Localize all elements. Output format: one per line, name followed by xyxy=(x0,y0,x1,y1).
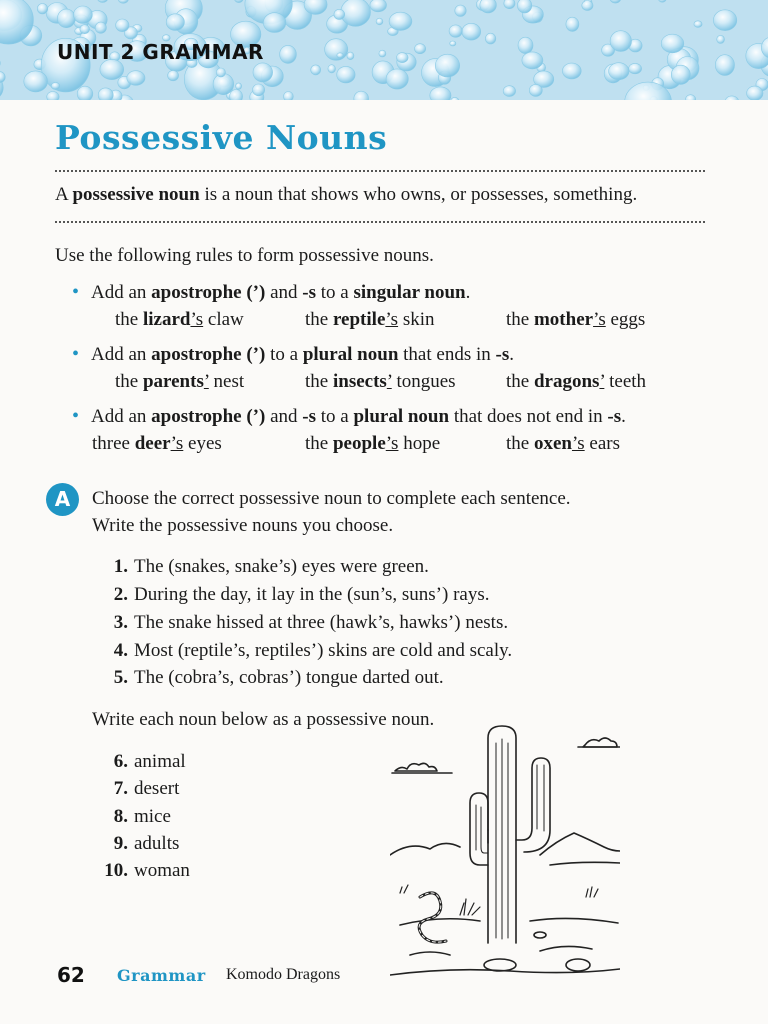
page-title: Possessive Nouns xyxy=(55,118,388,157)
list-item: 6. animal xyxy=(113,751,186,772)
water-droplet xyxy=(386,69,408,89)
example: the reptile’s skin xyxy=(305,309,435,330)
example: the people’s hope xyxy=(305,433,441,454)
list-item: 3. The snake hissed at three (hawk’s, hawks’) nests. xyxy=(113,612,509,633)
water-droplet xyxy=(610,31,631,52)
activity-instruction: Choose the correct possessive noun to complete each sentence. xyxy=(92,488,571,509)
water-droplet xyxy=(562,63,581,79)
footer-book-title: Komodo Dragons xyxy=(226,966,341,983)
water-droplet xyxy=(504,0,515,9)
water-droplet xyxy=(347,52,354,60)
water-droplet xyxy=(694,21,702,28)
water-droplet xyxy=(341,0,371,26)
water-droplet xyxy=(213,74,234,95)
water-droplet xyxy=(334,9,345,19)
water-droplet xyxy=(462,23,481,40)
bullet-icon: • xyxy=(72,281,80,303)
rules-intro: Use the following rules to form possessive nouns. xyxy=(55,245,434,266)
water-droplet xyxy=(74,6,93,23)
water-droplet xyxy=(582,1,593,11)
water-droplet xyxy=(450,41,456,46)
water-droplet xyxy=(435,54,459,77)
cactus-desert-illustration xyxy=(390,725,620,980)
water-droplet xyxy=(529,84,542,96)
water-droplet xyxy=(370,0,387,12)
page-number: 62 xyxy=(57,963,85,987)
water-droplet xyxy=(236,83,242,90)
water-droplet xyxy=(325,39,348,61)
water-droplet xyxy=(379,50,386,57)
water-droplet xyxy=(51,82,60,89)
list-item: 5. The (cobra’s, cobras’) tongue darted out. xyxy=(113,667,444,688)
water-droplet xyxy=(216,68,225,77)
water-droplet xyxy=(518,37,533,53)
list-item: 4. Most (reptile’s, reptiles’) skins are cold and scaly. xyxy=(113,640,513,661)
water-droplet xyxy=(747,86,763,100)
water-droplet xyxy=(717,35,725,43)
example: the insects’ tongues xyxy=(305,371,456,392)
example: the parents’ nest xyxy=(115,371,245,392)
water-droplet xyxy=(80,25,90,34)
list-item: 8. mice xyxy=(113,806,171,827)
water-droplet xyxy=(77,86,93,100)
water-droplet xyxy=(415,44,426,54)
activity-badge: A xyxy=(46,483,79,516)
example: the mother’s eggs xyxy=(506,309,646,330)
water-droplet xyxy=(47,92,59,101)
water-droplet xyxy=(609,63,629,80)
water-droplet xyxy=(24,71,48,92)
water-droplet xyxy=(284,92,294,101)
water-droplet xyxy=(671,65,690,84)
unit-label: UNIT 2 GRAMMAR xyxy=(57,40,264,64)
water-droplet xyxy=(480,0,497,13)
water-droplet xyxy=(715,55,734,76)
water-droplet xyxy=(280,45,297,63)
water-droplet xyxy=(328,65,336,73)
example: the dragons’ teeth xyxy=(506,371,647,392)
example: three deer’s eyes xyxy=(92,433,222,454)
water-droplet xyxy=(37,4,47,14)
water-droplet xyxy=(713,10,736,31)
bullet-icon: • xyxy=(72,343,80,365)
list-item: 7. desert xyxy=(113,778,180,799)
list-item: 9. adults xyxy=(113,833,180,854)
water-droplet xyxy=(566,17,579,31)
water-droplet xyxy=(166,14,184,31)
divider-bottom xyxy=(55,221,705,223)
water-droplet xyxy=(397,53,409,63)
definition: A possessive noun is a noun that shows who owns, or possesses, something. xyxy=(55,184,638,205)
divider-top xyxy=(55,170,705,172)
water-droplet xyxy=(455,5,466,16)
water-droplet xyxy=(168,70,179,80)
water-droplet xyxy=(95,22,106,33)
water-droplet xyxy=(629,63,642,73)
bullet-icon: • xyxy=(72,405,80,427)
list-item: 2. During the day, it lay in the (sun’s, suns’) rays. xyxy=(113,584,490,605)
example: the lizard’s claw xyxy=(115,309,244,330)
water-droplet xyxy=(337,53,344,58)
water-droplet xyxy=(503,86,515,97)
water-droplet xyxy=(449,25,462,37)
footer-section: Grammar xyxy=(117,966,206,985)
water-droplet xyxy=(263,13,286,33)
rule-3: • Add an apostrophe (’) and -s to a plural noun that does not end in -s. xyxy=(72,405,626,427)
water-droplet xyxy=(57,9,75,28)
water-droplet xyxy=(127,71,145,86)
rule-2: • Add an apostrophe (’) to a plural noun that ends in -s. xyxy=(72,343,514,365)
activity-instruction: Write the possessive nouns you choose. xyxy=(92,515,394,536)
example: the oxen’s ears xyxy=(506,433,620,454)
water-droplet xyxy=(337,66,355,83)
water-droplet xyxy=(116,19,129,32)
rule-1: • Add an apostrophe (’) and -s to a singular noun. xyxy=(72,281,471,303)
activity-instruction: Write each noun below as a possessive noun. xyxy=(92,709,435,730)
water-droplet xyxy=(376,18,383,25)
water-droplet xyxy=(517,0,531,13)
water-droplet xyxy=(661,34,684,53)
water-droplet xyxy=(253,84,265,96)
water-droplet xyxy=(522,52,543,69)
water-droplet xyxy=(311,65,321,75)
water-droplet xyxy=(485,33,495,44)
water-droplet xyxy=(389,12,412,30)
list-item: 10. woman xyxy=(104,860,190,881)
list-item: 1. The (snakes, snake’s) eyes were green. xyxy=(113,556,429,577)
water-droplet xyxy=(98,88,113,100)
water-droplet xyxy=(253,63,273,82)
